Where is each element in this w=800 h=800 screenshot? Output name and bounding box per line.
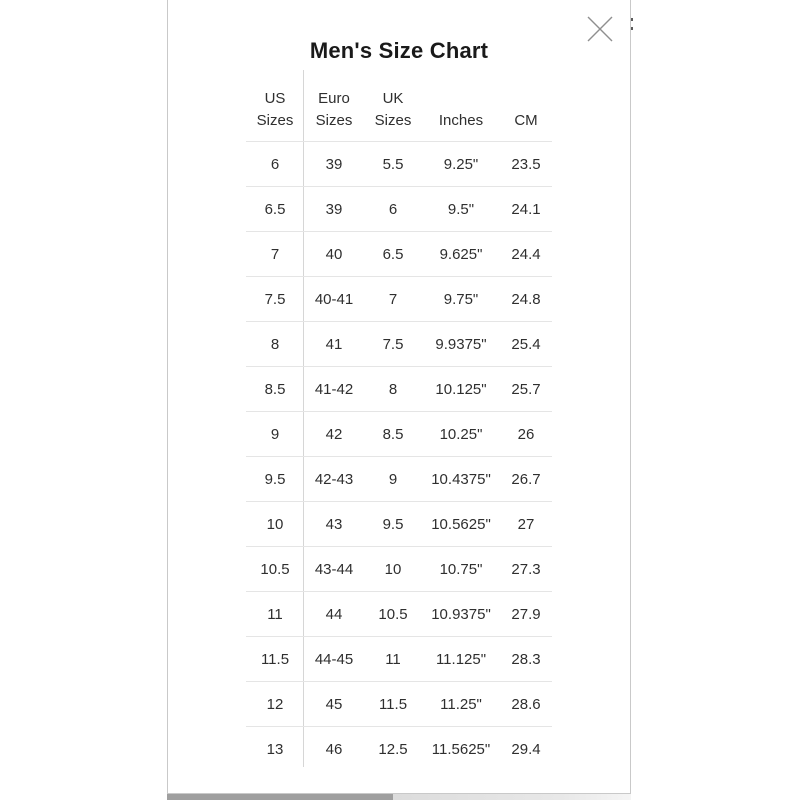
cell-cm: 27.3 bbox=[500, 547, 552, 592]
cell-euro-size: 39 bbox=[304, 187, 364, 232]
cell-uk-size: 6.5 bbox=[364, 232, 422, 277]
cell-inches: 9.25" bbox=[422, 142, 500, 187]
cell-inches: 11.25" bbox=[422, 682, 500, 727]
table-row bbox=[246, 232, 552, 277]
cell-uk-size: 10 bbox=[364, 547, 422, 592]
cell-inches: 10.9375" bbox=[422, 592, 500, 637]
modal-title: Men's Size Chart bbox=[309, 38, 489, 63]
cell-euro-size: 42 bbox=[304, 412, 364, 457]
cell-inches: 9.625" bbox=[422, 232, 500, 277]
cell-uk-size: 8.5 bbox=[364, 412, 422, 457]
cell-inches: 10.4375" bbox=[422, 457, 500, 502]
table-row bbox=[246, 637, 552, 682]
column-header-cm: CM bbox=[500, 70, 552, 142]
cell-us-size: 8 bbox=[246, 322, 304, 367]
size-chart-table bbox=[246, 70, 552, 771]
cell-cm: 24.1 bbox=[500, 187, 552, 232]
cell-euro-size: 43 bbox=[304, 502, 364, 547]
table-row bbox=[246, 457, 552, 502]
cell-euro-size: 44 bbox=[304, 592, 364, 637]
cell-uk-size: 10.5 bbox=[364, 592, 422, 637]
cell-cm: 27.9 bbox=[500, 592, 552, 637]
table-row bbox=[246, 187, 552, 232]
table-row bbox=[246, 547, 552, 592]
column-header-inches: Inches bbox=[422, 70, 500, 142]
cell-uk-size: 8 bbox=[364, 367, 422, 412]
cell-euro-size: 45 bbox=[304, 682, 364, 727]
cell-uk-size: 9 bbox=[364, 457, 422, 502]
cell-inches: 10.5625" bbox=[422, 502, 500, 547]
cell-us-size: 12 bbox=[246, 682, 304, 727]
cell-cm: 25.4 bbox=[500, 322, 552, 367]
table-row bbox=[246, 682, 552, 727]
cell-cm: 29.4 bbox=[511, 740, 541, 758]
cell-us-size: 11.5 bbox=[246, 637, 304, 682]
cell-inches: 9.9375" bbox=[422, 322, 500, 367]
cell-us-size: 6.5 bbox=[246, 187, 304, 232]
cell-cm: 27 bbox=[500, 502, 552, 547]
cell-us-size: 9 bbox=[246, 412, 304, 457]
table-row bbox=[246, 277, 552, 322]
cell-uk-size: 7 bbox=[364, 277, 422, 322]
table-row bbox=[246, 592, 552, 637]
cell-cm: 28.3 bbox=[500, 637, 552, 682]
cell-inches: 10.25" bbox=[422, 412, 500, 457]
cell-euro-size: 42-43 bbox=[304, 457, 364, 502]
horizontal-scrollbar-thumb[interactable] bbox=[167, 794, 393, 800]
cell-euro-size: 43-44 bbox=[304, 547, 364, 592]
table-row bbox=[246, 322, 552, 367]
cell-euro-size: 40-41 bbox=[304, 277, 364, 322]
cell-inches: 10.125" bbox=[422, 367, 500, 412]
cell-us-size: 9.5 bbox=[246, 457, 304, 502]
cell-us-size: 11 bbox=[246, 592, 304, 637]
cell-euro-size: 44-45 bbox=[304, 637, 364, 682]
cell-cm: 24.8 bbox=[500, 277, 552, 322]
cell-uk-size: 11 bbox=[364, 637, 422, 682]
cell-cm: 26.7 bbox=[500, 457, 552, 502]
cell-uk-size: 5.5 bbox=[364, 142, 422, 187]
cell-cm: 25.7 bbox=[500, 367, 552, 412]
column-header-us-sizes: US Sizes bbox=[246, 70, 304, 142]
cell-inches: 11.125" bbox=[422, 637, 500, 682]
cell-cm: 24.4 bbox=[500, 232, 552, 277]
cell-us-size: 10.5 bbox=[246, 547, 304, 592]
size-chart-modal bbox=[167, 0, 631, 794]
column-header-euro-sizes: Euro Sizes bbox=[304, 70, 364, 142]
cell-uk-size: 12.5 bbox=[378, 740, 408, 758]
table-header bbox=[246, 70, 552, 142]
cell-us-size: 6 bbox=[246, 142, 304, 187]
cell-inches: 9.75" bbox=[422, 277, 500, 322]
cell-cm: 23.5 bbox=[500, 142, 552, 187]
table-row bbox=[246, 367, 552, 412]
cell-uk-size: 6 bbox=[364, 187, 422, 232]
cell-euro-size: 41-42 bbox=[304, 367, 364, 412]
column-header-uk-sizes: UK Sizes bbox=[364, 70, 422, 142]
cell-euro-size: 39 bbox=[304, 142, 364, 187]
cell-euro-size: 40 bbox=[304, 232, 364, 277]
cell-inches: 11.5625" bbox=[431, 740, 491, 758]
cell-us-size: 10 bbox=[246, 502, 304, 547]
table-row bbox=[246, 727, 552, 772]
cell-uk-size: 7.5 bbox=[364, 322, 422, 367]
cell-us-size: 7 bbox=[246, 232, 304, 277]
cell-inches: 10.75" bbox=[422, 547, 500, 592]
cell-cm: 28.6 bbox=[500, 682, 552, 727]
cell-us-size: 13 bbox=[266, 740, 284, 758]
cell-cm: 26 bbox=[500, 412, 552, 457]
cell-inches: 9.5" bbox=[422, 187, 500, 232]
table-row bbox=[246, 502, 552, 547]
size-table-body bbox=[246, 142, 552, 772]
horizontal-scrollbar-track[interactable] bbox=[167, 794, 631, 800]
table-row bbox=[246, 412, 552, 457]
cell-us-size: 7.5 bbox=[246, 277, 304, 322]
cell-euro-size: 46 bbox=[325, 740, 343, 758]
cell-us-size: 8.5 bbox=[246, 367, 304, 412]
table-row bbox=[246, 142, 552, 187]
cell-uk-size: 11.5 bbox=[364, 682, 422, 727]
cell-euro-size: 41 bbox=[304, 322, 364, 367]
cell-uk-size: 9.5 bbox=[364, 502, 422, 547]
